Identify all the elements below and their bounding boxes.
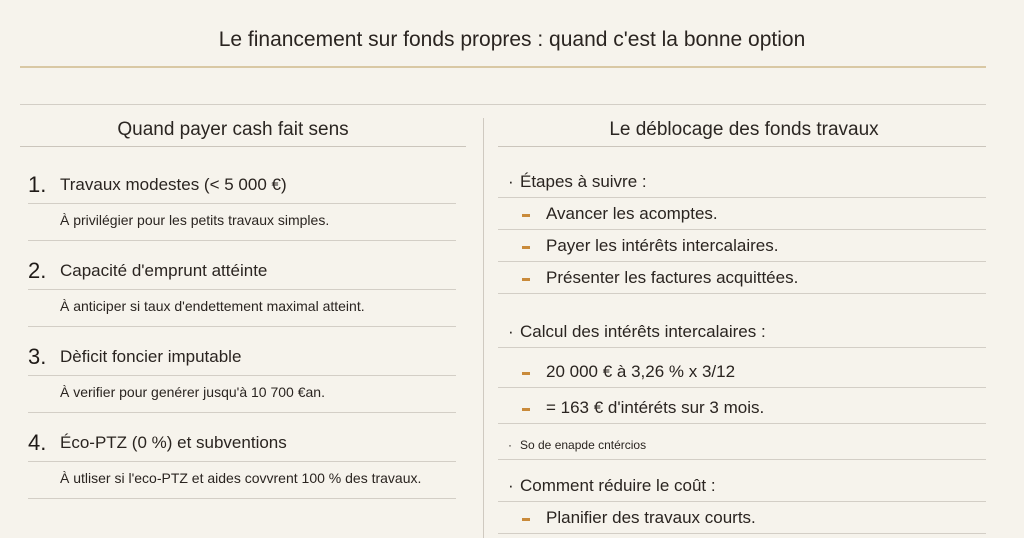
bullet-dot-icon: ·: [508, 438, 512, 452]
item-title: Capacité d'emprunt attéinte: [60, 261, 268, 280]
page-title: Le financement sur fonds propres : quand c'est la bonne option: [218, 28, 806, 51]
item-description-rule: [28, 240, 456, 241]
bullet-dot-icon: ·: [508, 172, 514, 191]
dash-text: Présenter les factures acquittées.: [546, 268, 799, 287]
item-number: 2.: [28, 258, 47, 283]
item-description: À privilégier pour les petits travaux simples.: [60, 212, 330, 228]
list-item: [28, 430, 468, 486]
dash-text: Payer les intérêts intercalaires.: [546, 236, 779, 255]
small-note-text: So de enapde cntércios: [520, 438, 647, 452]
line-rule: [498, 293, 986, 294]
bullet-text: Calcul des intérêts intercalaires :: [520, 322, 766, 341]
item-title: Éco-PTZ (0 %) et subventions: [60, 433, 287, 452]
dash-text: 20 000 € à 3,26 % x 3/12: [546, 362, 736, 381]
right-column-heading: Le déblocage des fonds travaux: [609, 119, 879, 140]
bullet-text: Étapes à suivre :: [520, 172, 647, 191]
dash-text: = 163 € d'intéréts sur 3 mois.: [546, 398, 765, 417]
item-description: À verifier pour genérer jusqu'à 10 700 €an.: [60, 384, 325, 400]
item-description-rule: [28, 498, 456, 499]
dash-marker-icon: [522, 518, 530, 521]
left-column-heading: Quand payer cash fait sens: [117, 119, 349, 140]
dash-line: [506, 394, 986, 424]
list-item: [28, 344, 468, 400]
bullet-line: [506, 318, 986, 348]
dash-marker-icon: [522, 214, 530, 217]
column-divider: [483, 118, 484, 538]
list-item: [28, 172, 468, 228]
item-description-rule: [28, 412, 456, 413]
item-number: 4.: [28, 430, 47, 455]
line-rule: [498, 229, 986, 230]
line-rule: [498, 423, 986, 424]
line-rule: [498, 387, 986, 388]
dash-line: [506, 232, 986, 262]
dash-text: Planifier des travaux courts.: [546, 508, 756, 527]
item-title: Travaux modestes (< 5 000 €): [60, 175, 287, 194]
bullet-dot-icon: ·: [508, 476, 514, 495]
dash-line: [506, 504, 986, 534]
bullet-line: [506, 472, 986, 502]
item-title-rule: [28, 289, 456, 290]
dash-marker-icon: [522, 408, 530, 411]
item-number: 3.: [28, 344, 47, 369]
small-note-line: [506, 430, 986, 460]
item-description: À anticiper si taux d'endettement maximal atteint.: [60, 298, 365, 314]
line-rule: [498, 533, 986, 534]
title-divider: [20, 66, 986, 68]
item-description: À utliser si l'eco-PTZ et aides covvrent 100 % des travaux.: [60, 470, 422, 486]
dash-line: [506, 200, 986, 230]
list-item: [28, 258, 468, 314]
dash-line: [506, 358, 986, 388]
right-heading-rule: [498, 146, 986, 147]
line-rule: [498, 347, 986, 348]
item-title-rule: [28, 203, 456, 204]
line-rule: [498, 501, 986, 502]
item-title: Dèficit foncier imputable: [60, 347, 242, 366]
item-title-rule: [28, 375, 456, 376]
bullet-dot-icon: ·: [508, 322, 514, 341]
dash-marker-icon: [522, 246, 530, 249]
item-description-rule: [28, 326, 456, 327]
line-rule: [498, 261, 986, 262]
item-title-rule: [28, 461, 456, 462]
dash-marker-icon: [522, 278, 530, 281]
bullet-text: Comment réduire le coût :: [520, 476, 716, 495]
dash-marker-icon: [522, 372, 530, 375]
line-rule: [498, 197, 986, 198]
dash-text: Avancer les acomptes.: [546, 204, 718, 223]
line-rule: [498, 459, 986, 460]
bullet-line: [506, 168, 986, 198]
section-top-divider: [20, 104, 986, 105]
item-number: 1.: [28, 172, 47, 197]
dash-line: [506, 264, 986, 294]
left-heading-rule: [20, 146, 466, 147]
